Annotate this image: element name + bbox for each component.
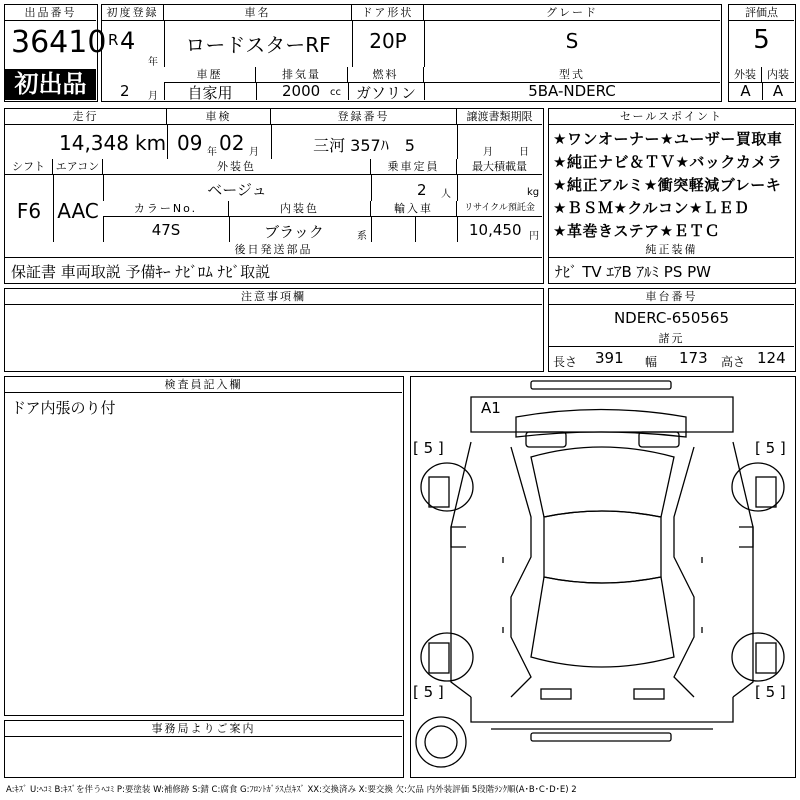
dims-width-label: 幅 (645, 355, 658, 369)
chassis-value: NDERC-650565 (613, 309, 730, 327)
car-diagram-box (410, 376, 796, 778)
lot-box (4, 4, 107, 102)
dims-width: 173 (679, 349, 708, 367)
tire-front-right: [ 5 ] (755, 439, 786, 457)
later-parts-header: 後日発送部品 (5, 242, 542, 258)
office-header: 事務局よりご案内 (5, 721, 402, 737)
inspector-header: 検査員記入欄 (5, 377, 402, 393)
transfer-day-unit: 日 (519, 147, 529, 158)
interior-color-value: ブラック (264, 223, 324, 241)
sales-point-2: ★純正ナビ＆ＴＶ★バックカメラ (553, 153, 783, 171)
sales-point-5: ★革巻きステア★ＥＴＣ (553, 222, 721, 240)
first-reg-year-unit: 年 (148, 57, 158, 68)
later-parts-value: 保証書 車両取説 予備ｷｰ ﾅﾋﾞﾛﾑ ﾅﾋﾞ取説 (11, 263, 271, 281)
first-reg-year: 4 (120, 27, 136, 55)
inspection-month-unit: 月 (249, 147, 259, 158)
tire-front-left: [ 5 ] (413, 439, 444, 457)
plate-header: 登録番号 (271, 109, 457, 125)
history-value: 自家用 (187, 84, 233, 102)
office-box (4, 720, 404, 778)
capacity-header: 乗車定員 (371, 159, 457, 175)
exterior-color-value: ベージュ (207, 181, 267, 199)
sales-point-3: ★純正アルミ★衝突軽減ブレーキ (553, 176, 782, 194)
dims-height-label: 高さ (721, 355, 746, 369)
sales-points-header: セールスポイント (549, 109, 794, 125)
aircon-value: AAC (57, 199, 99, 223)
inspection-year: 09 (177, 131, 203, 155)
capacity-value: 2 (417, 181, 427, 199)
color-no-value: 47S (151, 221, 181, 239)
grade-header: グレード (424, 5, 720, 21)
first-listing-badge: 初出品 (5, 69, 96, 100)
equipment-value: ﾅﾋﾞ TV ｴｱB ｱﾙﾐ PS PW (555, 263, 711, 281)
tire-rear-right: [ 5 ] (755, 683, 786, 701)
notes-header: 注意事項欄 (5, 289, 542, 305)
mileage-header: 走行 (5, 109, 167, 125)
interior-color-unit: 系 (357, 231, 367, 242)
interior-color-header: 内装色 (229, 201, 371, 217)
lot-header: 出品番号 (5, 5, 96, 21)
first-reg-month: 2 (120, 82, 130, 100)
inspection-header: 車検 (167, 109, 271, 125)
aircon-header: エアコン (53, 159, 103, 175)
inspector-box (4, 376, 404, 716)
int-grade-value: A (772, 82, 784, 100)
mileage-value: 14,348 (59, 131, 129, 155)
displacement-value: 2000 (282, 82, 321, 100)
dims-height: 124 (757, 349, 786, 367)
displacement-header: 排気量 (256, 67, 348, 83)
vehicle-info-box (101, 4, 722, 102)
inspector-value: ドア内張のり付 (11, 399, 116, 417)
notes-box (4, 288, 544, 372)
dims-length: 391 (595, 349, 624, 367)
chassis-box (548, 288, 796, 372)
model-header: 車名 (164, 5, 352, 21)
recycle-header: リサイクル預託金 (457, 201, 542, 217)
recycle-value: 10,450 (469, 221, 522, 239)
mileage-unit: km (135, 131, 167, 155)
transfer-header: 譲渡書類期限 (457, 109, 542, 125)
model-code-value: 5BA-NDERC (528, 82, 616, 100)
fuel-header: 燃料 (348, 67, 424, 83)
int-grade-header: 内装 (762, 67, 794, 83)
first-reg-era: R (108, 31, 119, 49)
capacity-unit: 人 (441, 189, 451, 200)
inspection-month: 02 (219, 131, 245, 155)
door-header: ドア形状 (352, 5, 424, 21)
shift-value: F6 (16, 199, 42, 223)
inspection-year-unit: 年 (207, 147, 217, 158)
fuel-value: ガソリン (355, 84, 416, 102)
damage-mark-a1: A1 (481, 399, 501, 417)
sales-points-box (548, 108, 796, 284)
first-reg-month-unit: 月 (148, 91, 158, 102)
car-outline-diagram (411, 377, 794, 776)
score-value: 5 (753, 25, 770, 55)
dims-length-label: 長さ (553, 355, 578, 369)
model-code-header: 型式 (424, 67, 720, 83)
first-reg-header: 初度登録 (102, 5, 164, 21)
load-unit: kg (527, 187, 540, 198)
sales-point-1: ★ワンオーナー★ユーザー買取車 (553, 130, 783, 148)
history-header: 車歴 (164, 67, 256, 83)
lot-number: 36410 (11, 25, 107, 60)
color-no-header: カラーNo. (103, 201, 229, 217)
tire-rear-left: [ 5 ] (413, 683, 444, 701)
plate-value: 三河 357ﾊ 5 (313, 136, 415, 155)
score-box (728, 4, 796, 102)
ext-grade-value: A (740, 82, 751, 100)
door-value: 20P (369, 29, 407, 53)
recycle-unit: 円 (529, 231, 539, 242)
dims-header: 諸元 (549, 331, 794, 347)
displacement-unit: cc (330, 87, 341, 98)
ext-grade-header: 外装 (729, 67, 762, 83)
equipment-header: 純正装備 (549, 242, 794, 258)
chassis-header: 車台番号 (549, 289, 794, 305)
grade-value: S (565, 29, 579, 53)
details-box (4, 108, 544, 284)
load-header: 最大積載量 (457, 159, 542, 175)
exterior-color-header: 外装色 (103, 159, 371, 175)
model-value: ロードスターRF (185, 33, 331, 57)
score-header: 評価点 (729, 5, 794, 21)
shift-header: シフト (5, 159, 53, 175)
transfer-month-unit: 月 (483, 147, 493, 158)
legend-text: A:ｷｽﾞ U:ﾍｺﾐ B:ｷｽﾞを伴うﾍｺﾐ P:要塗装 W:補修跡 S:錆 C:腐食 G:ﾌﾛﾝﾄｶﾞﾗｽ点ｷｽﾞ XX:交換済み X:要交換 欠:欠品 内外装評価 5段階ﾗﾝｸ順(A･B･C･D･E) 2 (6, 785, 577, 795)
import-header: 輸入車 (371, 201, 457, 217)
sales-point-4: ★ＢＳＭ★クルコン★ＬＥＤ (553, 199, 750, 217)
